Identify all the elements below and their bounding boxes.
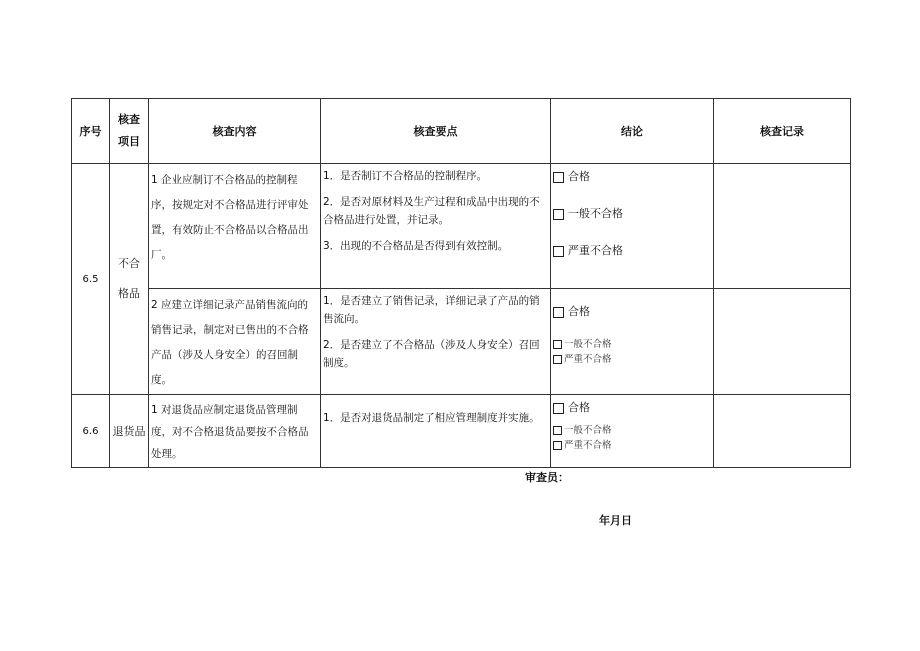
option-label: 合格 [568,401,590,414]
record-cell[interactable] [714,289,851,395]
conclusion-cell [551,164,714,289]
header-item-line2: 项目 [118,135,140,148]
header-row [72,99,851,164]
check-points [321,289,551,395]
header-record: 核查记录 [714,99,851,164]
check-points [321,164,551,289]
date-label: 年月日 [599,514,632,527]
option-label: 合格 [568,305,590,318]
section-item-line2: 格品 [118,287,140,300]
header-item-line1: 核查 [118,113,140,126]
section-item [110,164,149,395]
option-serious[interactable] [553,352,711,367]
checkbox-icon[interactable] [553,355,562,364]
option-pass[interactable] [553,399,711,417]
option-label: 一般不合格 [568,207,623,220]
option-minor[interactable] [553,337,711,352]
conclusion-cell [551,395,714,468]
check-point: 2．是否对原材料及生产过程和成品中出现的不合格品进行处置，并记录。 [323,196,540,226]
checkbox-icon[interactable] [553,426,562,435]
check-point: 1．是否对退货品制定了相应管理制度并实施。 [323,412,540,424]
option-label: 合格 [568,170,590,183]
table-row [72,395,851,468]
option-label: 一般不合格 [564,339,612,350]
conclusion-cell [551,289,714,395]
check-points [321,395,551,468]
option-label: 严重不合格 [568,244,623,257]
section-item-line1: 不合 [118,257,140,270]
option-serious[interactable] [553,242,711,260]
table-row [72,289,851,395]
reviewer-label: 审查员： [525,471,569,484]
checkbox-icon[interactable] [553,441,562,450]
check-point: 3．出现的不合格品是否得到有效控制。 [323,240,509,252]
section-item: 退货品 [110,395,149,468]
record-cell[interactable] [714,164,851,289]
checkbox-icon[interactable] [553,307,564,318]
header-no: 序号 [72,99,110,164]
option-minor[interactable] [553,423,711,438]
section-number: 6.6 [72,395,110,468]
option-pass[interactable] [553,168,711,186]
section-number: 6.5 [72,164,110,395]
record-cell[interactable] [714,395,851,468]
option-label: 严重不合格 [564,440,612,451]
table-row [72,164,851,289]
check-content: 1 对退货品应制定退货品管理制度，对不合格退货品要按不合格品处理。 [149,395,321,468]
header-content: 核查内容 [149,99,321,164]
checkbox-icon[interactable] [553,172,564,183]
option-label: 严重不合格 [564,354,612,365]
header-item [110,99,149,164]
check-point: 1．是否制订不合格品的控制程序。 [323,170,488,182]
option-serious[interactable] [553,438,711,453]
check-content: 1 企业应制订不合格品的控制程序，按规定对不合格品进行评审处置，有效防止不合格品以合格品出厂。 [149,164,321,289]
checkbox-icon[interactable] [553,209,564,220]
header-points: 核查要点 [321,99,551,164]
header-conclusion: 结论 [551,99,714,164]
checkbox-icon[interactable] [553,403,564,414]
option-minor[interactable] [553,205,711,223]
checkbox-icon[interactable] [553,246,564,257]
option-pass[interactable] [553,303,711,321]
check-content: 2 应建立详细记录产品销售流向的销售记录，制定对已售出的不合格产品（涉及人身安全）的召回制度。 [149,289,321,395]
check-point: 1．是否建立了销售记录，详细记录了产品的销售流向。 [323,295,540,325]
checkbox-icon[interactable] [553,340,562,349]
check-point: 2．是否建立了不合格品（涉及人身安全）召回制度。 [323,339,540,369]
option-label: 一般不合格 [564,425,612,436]
inspection-table [71,98,851,468]
